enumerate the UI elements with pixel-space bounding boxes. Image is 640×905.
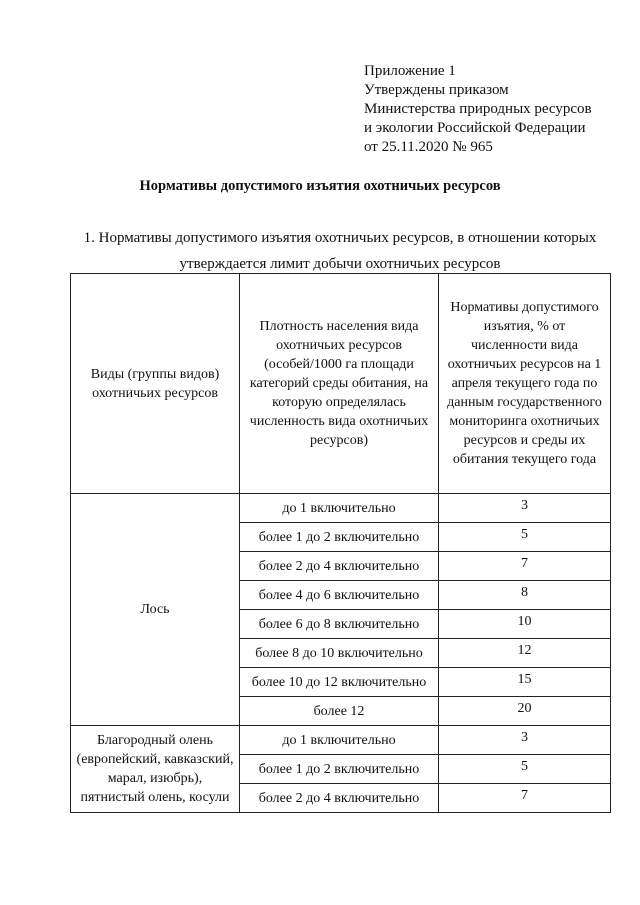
approval-line: Утверждены приказом [364,82,509,98]
approval-line: Министерства природных ресурсов [364,101,592,117]
approval-block [364,62,592,157]
density-cell: более 2 до 4 включительно [240,784,439,813]
norms-table [70,273,611,813]
section-title [70,225,610,277]
density-cell: более 1 до 2 включительно [240,755,439,784]
header-row [71,274,611,494]
density-cell: более 6 до 8 включительно [240,610,439,639]
norm-cell: 10 [439,610,611,639]
norm-cell: 3 [439,726,611,755]
species-cell: Лось [71,494,240,726]
norm-cell: 5 [439,755,611,784]
approval-line: и экологии Российской Федерации [364,120,586,136]
header-density: Плотность населения вида охотничьих ресурсов (особей/1000 га площади категорий среды обитания, на которую определялась численность вида охотничьих ресурсов) [240,274,439,494]
density-cell: более 12 [240,697,439,726]
density-cell: более 1 до 2 включительно [240,523,439,552]
density-cell: до 1 включительно [240,726,439,755]
norm-cell: 3 [439,494,611,523]
norm-cell: 12 [439,639,611,668]
header-species: Виды (группы видов) охотничьих ресурсов [71,274,240,494]
document-title: Нормативы допустимого изъятия охотничьих ресурсов [139,178,501,194]
section-title-line: утверждается лимит добычи охотничьих ресурсов [179,256,501,272]
norm-cell: 5 [439,523,611,552]
norm-cell: 7 [439,784,611,813]
table-row [71,494,611,523]
header-norm: Нормативы допустимого изъятия, % от численности вида охотничьих ресурсов на 1 апреля текущего года по данным государственного мониторинга охотничьих ресурсов и среды их обитания текущего года [439,274,611,494]
approval-line: Приложение 1 [364,63,456,79]
density-cell: более 10 до 12 включительно [240,668,439,697]
density-cell: более 2 до 4 включительно [240,552,439,581]
norm-cell: 15 [439,668,611,697]
density-cell: до 1 включительно [240,494,439,523]
section-title-line: 1. Нормативы допустимого изъятия охотничьих ресурсов, в отношении которых [83,230,597,246]
approval-line: от 25.11.2020 № 965 [364,139,493,155]
table-row [71,726,611,755]
norm-cell: 7 [439,552,611,581]
species-cell: Благородный олень (европейский, кавказский, марал, изюбрь), пятнистый олень, косули [71,726,240,813]
density-cell: более 4 до 6 включительно [240,581,439,610]
density-cell: более 8 до 10 включительно [240,639,439,668]
norm-cell: 20 [439,697,611,726]
norm-cell: 8 [439,581,611,610]
